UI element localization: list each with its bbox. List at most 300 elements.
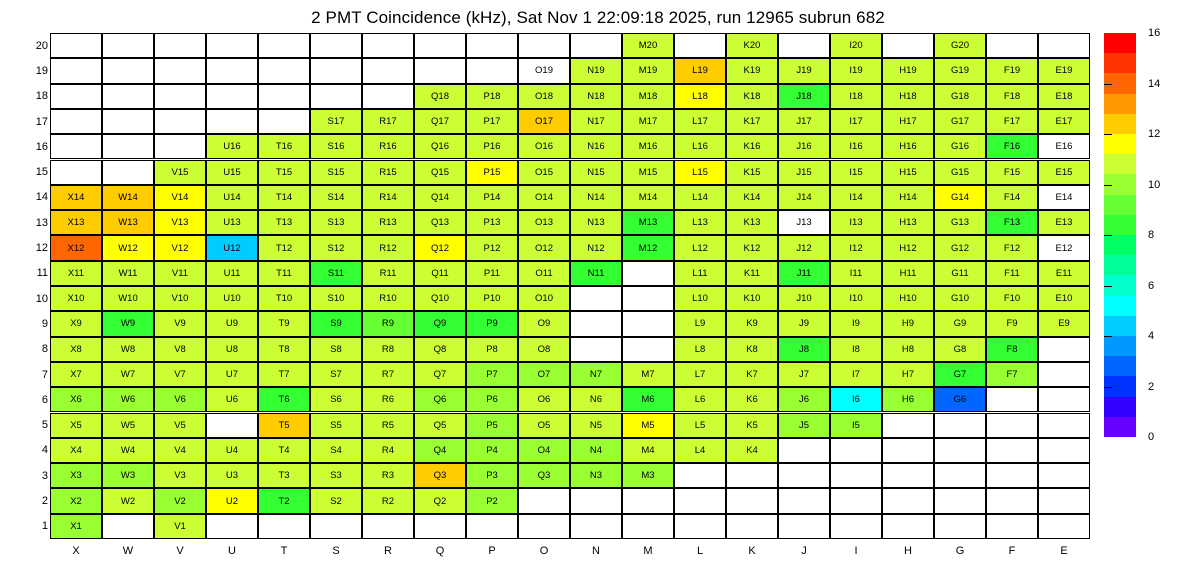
heatmap-cell[interactable]: V12 bbox=[154, 235, 206, 260]
heatmap-cell[interactable]: G16 bbox=[934, 134, 986, 159]
heatmap-cell[interactable]: S2 bbox=[310, 488, 362, 513]
heatmap-cell[interactable]: T10 bbox=[258, 286, 310, 311]
heatmap-cell[interactable]: K5 bbox=[726, 413, 778, 438]
heatmap-cell[interactable]: U7 bbox=[206, 362, 258, 387]
heatmap-cell[interactable]: H16 bbox=[882, 134, 934, 159]
heatmap-cell[interactable]: P5 bbox=[466, 413, 518, 438]
heatmap-cell[interactable]: U12 bbox=[206, 235, 258, 260]
heatmap-cell[interactable]: O10 bbox=[518, 286, 570, 311]
heatmap-cell[interactable]: L5 bbox=[674, 413, 726, 438]
heatmap-cell[interactable]: Q10 bbox=[414, 286, 466, 311]
heatmap-cell[interactable]: S5 bbox=[310, 413, 362, 438]
heatmap-cell[interactable]: S7 bbox=[310, 362, 362, 387]
heatmap-cell[interactable]: F10 bbox=[986, 286, 1038, 311]
heatmap-cell[interactable]: I5 bbox=[830, 413, 882, 438]
heatmap-cell[interactable]: V4 bbox=[154, 438, 206, 463]
heatmap-cell[interactable]: O9 bbox=[518, 311, 570, 336]
heatmap-cell[interactable]: N5 bbox=[570, 413, 622, 438]
heatmap-cell[interactable]: F16 bbox=[986, 134, 1038, 159]
heatmap-cell[interactable]: X5 bbox=[50, 413, 102, 438]
heatmap-cell[interactable]: U11 bbox=[206, 261, 258, 286]
heatmap-cell[interactable]: W2 bbox=[102, 488, 154, 513]
heatmap-cell[interactable]: W6 bbox=[102, 387, 154, 412]
heatmap-cell[interactable]: H6 bbox=[882, 387, 934, 412]
heatmap-cell[interactable]: I9 bbox=[830, 311, 882, 336]
heatmap-cell[interactable]: V11 bbox=[154, 261, 206, 286]
heatmap-cell[interactable]: U16 bbox=[206, 134, 258, 159]
heatmap-cell[interactable]: G10 bbox=[934, 286, 986, 311]
heatmap-cell[interactable]: I17 bbox=[830, 109, 882, 134]
heatmap-cell[interactable]: M3 bbox=[622, 463, 674, 488]
heatmap-cell[interactable]: S9 bbox=[310, 311, 362, 336]
heatmap-cell[interactable]: L9 bbox=[674, 311, 726, 336]
heatmap-cell[interactable]: L16 bbox=[674, 134, 726, 159]
heatmap-cell[interactable]: L6 bbox=[674, 387, 726, 412]
heatmap-cell[interactable]: V6 bbox=[154, 387, 206, 412]
heatmap-cell[interactable]: Q14 bbox=[414, 185, 466, 210]
heatmap-cell[interactable]: H12 bbox=[882, 235, 934, 260]
heatmap-cell[interactable]: M16 bbox=[622, 134, 674, 159]
heatmap-cell[interactable]: S14 bbox=[310, 185, 362, 210]
heatmap-cell[interactable]: Q3 bbox=[518, 463, 570, 488]
heatmap-cell[interactable]: J12 bbox=[778, 235, 830, 260]
heatmap-cell[interactable]: M19 bbox=[622, 58, 674, 83]
heatmap-cell[interactable]: E17 bbox=[1038, 109, 1090, 134]
heatmap-cell[interactable]: J18 bbox=[778, 84, 830, 109]
heatmap-cell[interactable]: N14 bbox=[570, 185, 622, 210]
heatmap-cell[interactable]: H17 bbox=[882, 109, 934, 134]
heatmap-cell[interactable]: N11 bbox=[570, 261, 622, 286]
heatmap-cell[interactable]: L14 bbox=[674, 185, 726, 210]
heatmap-cell[interactable]: J15 bbox=[778, 160, 830, 185]
heatmap-cell[interactable]: T6 bbox=[258, 387, 310, 412]
heatmap-cell[interactable]: M5 bbox=[622, 413, 674, 438]
heatmap-cell[interactable]: T5 bbox=[258, 413, 310, 438]
heatmap-cell[interactable]: E14 bbox=[1038, 185, 1090, 210]
heatmap-cell[interactable]: F8 bbox=[986, 337, 1038, 362]
heatmap-cell[interactable]: H7 bbox=[882, 362, 934, 387]
heatmap-cell[interactable]: I12 bbox=[830, 235, 882, 260]
heatmap-cell[interactable]: P14 bbox=[466, 185, 518, 210]
heatmap-cell[interactable]: V3 bbox=[154, 463, 206, 488]
heatmap-cell[interactable]: W11 bbox=[102, 261, 154, 286]
heatmap-cell[interactable]: H15 bbox=[882, 160, 934, 185]
heatmap-cell[interactable]: T14 bbox=[258, 185, 310, 210]
heatmap-cell[interactable]: N18 bbox=[570, 84, 622, 109]
heatmap-cell[interactable]: R10 bbox=[362, 286, 414, 311]
heatmap-cell[interactable]: G17 bbox=[934, 109, 986, 134]
heatmap-cell[interactable]: L12 bbox=[674, 235, 726, 260]
heatmap-cell[interactable]: N4 bbox=[570, 438, 622, 463]
heatmap-cell[interactable]: R15 bbox=[362, 160, 414, 185]
heatmap-cell[interactable]: P7 bbox=[466, 362, 518, 387]
heatmap-cell[interactable]: W12 bbox=[102, 235, 154, 260]
heatmap-cell[interactable]: F17 bbox=[986, 109, 1038, 134]
heatmap-cell[interactable]: I8 bbox=[830, 337, 882, 362]
heatmap-cell[interactable]: P18 bbox=[466, 84, 518, 109]
heatmap-cell[interactable]: J17 bbox=[778, 109, 830, 134]
heatmap-cell[interactable]: P6 bbox=[466, 387, 518, 412]
heatmap-cell[interactable]: K7 bbox=[726, 362, 778, 387]
heatmap-cell[interactable]: F18 bbox=[986, 84, 1038, 109]
heatmap-cell[interactable]: L8 bbox=[674, 337, 726, 362]
heatmap-cell[interactable]: O7 bbox=[518, 362, 570, 387]
heatmap-cell[interactable]: H9 bbox=[882, 311, 934, 336]
heatmap-cell[interactable]: T13 bbox=[258, 210, 310, 235]
heatmap-cell[interactable]: Q11 bbox=[414, 261, 466, 286]
heatmap-cell[interactable]: E11 bbox=[1038, 261, 1090, 286]
heatmap-cell[interactable]: R16 bbox=[362, 134, 414, 159]
heatmap-cell[interactable]: V15 bbox=[154, 160, 206, 185]
heatmap-cell[interactable]: X4 bbox=[50, 438, 102, 463]
heatmap-cell[interactable]: Q6 bbox=[414, 387, 466, 412]
heatmap-cell[interactable]: K4 bbox=[726, 438, 778, 463]
heatmap-cell[interactable]: G7 bbox=[934, 362, 986, 387]
heatmap-cell[interactable]: K13 bbox=[726, 210, 778, 235]
heatmap-cell[interactable]: M14 bbox=[622, 185, 674, 210]
heatmap-cell[interactable]: N6 bbox=[570, 387, 622, 412]
heatmap-cell[interactable]: M4 bbox=[622, 438, 674, 463]
heatmap-cell[interactable]: V1 bbox=[154, 514, 206, 539]
heatmap-cell[interactable]: J9 bbox=[778, 311, 830, 336]
heatmap-cell[interactable]: I14 bbox=[830, 185, 882, 210]
heatmap-cell[interactable]: K20 bbox=[726, 33, 778, 58]
heatmap-cell[interactable]: T12 bbox=[258, 235, 310, 260]
heatmap-cell[interactable]: Q5 bbox=[414, 413, 466, 438]
heatmap-cell[interactable]: O17 bbox=[518, 109, 570, 134]
heatmap-cell[interactable]: S13 bbox=[310, 210, 362, 235]
heatmap-cell[interactable]: P17 bbox=[466, 109, 518, 134]
heatmap-cell[interactable]: E10 bbox=[1038, 286, 1090, 311]
heatmap-cell[interactable]: F9 bbox=[986, 311, 1038, 336]
heatmap-cell[interactable]: K18 bbox=[726, 84, 778, 109]
heatmap-cell[interactable]: J16 bbox=[778, 134, 830, 159]
heatmap-cell[interactable]: F7 bbox=[986, 362, 1038, 387]
heatmap-cell[interactable]: P11 bbox=[466, 261, 518, 286]
heatmap-cell[interactable]: V10 bbox=[154, 286, 206, 311]
heatmap-cell[interactable]: P16 bbox=[466, 134, 518, 159]
heatmap-cell[interactable]: W14 bbox=[102, 185, 154, 210]
heatmap-cell[interactable]: L18 bbox=[674, 84, 726, 109]
heatmap-cell[interactable]: K10 bbox=[726, 286, 778, 311]
heatmap-cell[interactable]: Q16 bbox=[414, 134, 466, 159]
heatmap-cell[interactable]: P3 bbox=[466, 463, 518, 488]
heatmap-cell[interactable]: L19 bbox=[674, 58, 726, 83]
heatmap-cell[interactable]: U9 bbox=[206, 311, 258, 336]
heatmap-cell[interactable]: X11 bbox=[50, 261, 102, 286]
heatmap-cell[interactable]: I13 bbox=[830, 210, 882, 235]
heatmap-cell[interactable]: J11 bbox=[778, 261, 830, 286]
heatmap-cell[interactable]: V5 bbox=[154, 413, 206, 438]
heatmap-cell[interactable]: T9 bbox=[258, 311, 310, 336]
heatmap-cell[interactable]: G19 bbox=[934, 58, 986, 83]
heatmap-cell[interactable]: O11 bbox=[518, 261, 570, 286]
heatmap-cell[interactable]: Q12 bbox=[414, 235, 466, 260]
heatmap-cell[interactable]: J19 bbox=[778, 58, 830, 83]
heatmap-cell[interactable]: U8 bbox=[206, 337, 258, 362]
heatmap-cell[interactable]: E18 bbox=[1038, 84, 1090, 109]
heatmap-cell[interactable]: X2 bbox=[50, 488, 102, 513]
heatmap-cell[interactable]: G11 bbox=[934, 261, 986, 286]
heatmap-cell[interactable]: O15 bbox=[518, 160, 570, 185]
heatmap-cell[interactable]: V8 bbox=[154, 337, 206, 362]
heatmap-cell[interactable]: U13 bbox=[206, 210, 258, 235]
heatmap-cell[interactable]: T15 bbox=[258, 160, 310, 185]
heatmap-cell[interactable]: V14 bbox=[154, 185, 206, 210]
heatmap-cell[interactable]: K17 bbox=[726, 109, 778, 134]
heatmap-cell[interactable]: N13 bbox=[570, 210, 622, 235]
heatmap-cell[interactable]: W4 bbox=[102, 438, 154, 463]
heatmap-cell[interactable]: Q17 bbox=[414, 109, 466, 134]
heatmap-cell[interactable]: G9 bbox=[934, 311, 986, 336]
heatmap-cell[interactable]: U14 bbox=[206, 185, 258, 210]
heatmap-cell[interactable]: E12 bbox=[1038, 235, 1090, 260]
colorbar-segment bbox=[1104, 296, 1136, 316]
heatmap-cell[interactable]: K19 bbox=[726, 58, 778, 83]
heatmap-cell[interactable]: X6 bbox=[50, 387, 102, 412]
heatmap-cell[interactable]: U4 bbox=[206, 438, 258, 463]
heatmap-cell[interactable]: O14 bbox=[518, 185, 570, 210]
heatmap-cell[interactable]: V13 bbox=[154, 210, 206, 235]
heatmap-cell[interactable]: S11 bbox=[310, 261, 362, 286]
heatmap-cell[interactable]: S8 bbox=[310, 337, 362, 362]
heatmap-cell[interactable]: T3 bbox=[258, 463, 310, 488]
heatmap-cell[interactable]: R13 bbox=[362, 210, 414, 235]
heatmap-cell[interactable]: O12 bbox=[518, 235, 570, 260]
heatmap-cell[interactable]: R6 bbox=[362, 387, 414, 412]
heatmap-cell[interactable]: P2 bbox=[466, 488, 518, 513]
heatmap-cell[interactable]: M15 bbox=[622, 160, 674, 185]
heatmap-cell[interactable]: W9 bbox=[102, 311, 154, 336]
heatmap-cell[interactable]: F14 bbox=[986, 185, 1038, 210]
heatmap-cell[interactable]: R5 bbox=[362, 413, 414, 438]
heatmap-cell[interactable]: P4 bbox=[466, 438, 518, 463]
heatmap-cell[interactable]: O13 bbox=[518, 210, 570, 235]
heatmap-cell[interactable]: J7 bbox=[778, 362, 830, 387]
heatmap-cell[interactable]: V2 bbox=[154, 488, 206, 513]
heatmap-cell[interactable]: I10 bbox=[830, 286, 882, 311]
heatmap-cell[interactable]: K6 bbox=[726, 387, 778, 412]
heatmap-cell[interactable]: Q9 bbox=[414, 311, 466, 336]
heatmap-cell[interactable]: E15 bbox=[1038, 160, 1090, 185]
heatmap-cell[interactable]: M7 bbox=[622, 362, 674, 387]
heatmap-cell[interactable]: P9 bbox=[466, 311, 518, 336]
heatmap-cell[interactable]: F12 bbox=[986, 235, 1038, 260]
heatmap-cell[interactable]: G14 bbox=[934, 185, 986, 210]
heatmap-cell[interactable]: P12 bbox=[466, 235, 518, 260]
heatmap-cell[interactable]: J8 bbox=[778, 337, 830, 362]
heatmap-cell[interactable]: T11 bbox=[258, 261, 310, 286]
heatmap-cell[interactable]: T8 bbox=[258, 337, 310, 362]
heatmap-cell[interactable]: P15 bbox=[466, 160, 518, 185]
heatmap-cell[interactable]: M18 bbox=[622, 84, 674, 109]
heatmap-cell[interactable]: P10 bbox=[466, 286, 518, 311]
heatmap-cell[interactable]: S3 bbox=[310, 463, 362, 488]
heatmap-cell[interactable]: E16 bbox=[1038, 134, 1090, 159]
heatmap-cell[interactable]: X13 bbox=[50, 210, 102, 235]
heatmap-cell[interactable]: L17 bbox=[674, 109, 726, 134]
heatmap-cell[interactable]: U2 bbox=[206, 488, 258, 513]
heatmap-cell[interactable]: K9 bbox=[726, 311, 778, 336]
heatmap-cell[interactable]: E9 bbox=[1038, 311, 1090, 336]
heatmap-cell[interactable]: O18 bbox=[518, 84, 570, 109]
heatmap-cell[interactable]: X1 bbox=[50, 514, 102, 539]
heatmap-cell[interactable]: R11 bbox=[362, 261, 414, 286]
heatmap-cell[interactable]: W7 bbox=[102, 362, 154, 387]
heatmap-cell[interactable]: G6 bbox=[934, 387, 986, 412]
heatmap-cell[interactable]: J13 bbox=[778, 210, 830, 235]
heatmap-cell[interactable]: I6 bbox=[830, 387, 882, 412]
heatmap-cell[interactable]: R12 bbox=[362, 235, 414, 260]
heatmap-cell[interactable]: S4 bbox=[310, 438, 362, 463]
heatmap-cell[interactable]: Q15 bbox=[414, 160, 466, 185]
heatmap-cell[interactable]: K16 bbox=[726, 134, 778, 159]
heatmap-cell[interactable]: N7 bbox=[570, 362, 622, 387]
heatmap-cell[interactable]: F19 bbox=[986, 58, 1038, 83]
heatmap-cell[interactable]: X3 bbox=[50, 463, 102, 488]
heatmap-cell[interactable]: Q4 bbox=[414, 438, 466, 463]
heatmap-cell[interactable]: M20 bbox=[622, 33, 674, 58]
heatmap-cell[interactable]: R4 bbox=[362, 438, 414, 463]
heatmap-cell[interactable]: S10 bbox=[310, 286, 362, 311]
heatmap-cell[interactable]: L7 bbox=[674, 362, 726, 387]
heatmap-cell[interactable]: O5 bbox=[518, 413, 570, 438]
heatmap-cell[interactable]: P13 bbox=[466, 210, 518, 235]
heatmap-cell[interactable]: S16 bbox=[310, 134, 362, 159]
heatmap-cell[interactable]: N12 bbox=[570, 235, 622, 260]
heatmap-cell[interactable]: K11 bbox=[726, 261, 778, 286]
heatmap-cell[interactable]: W5 bbox=[102, 413, 154, 438]
heatmap-cell[interactable]: I15 bbox=[830, 160, 882, 185]
heatmap-cell[interactable]: K14 bbox=[726, 185, 778, 210]
heatmap-cell[interactable]: L13 bbox=[674, 210, 726, 235]
heatmap-cell[interactable]: G20 bbox=[934, 33, 986, 58]
heatmap-cell[interactable]: O8 bbox=[518, 337, 570, 362]
heatmap-cell[interactable]: H19 bbox=[882, 58, 934, 83]
heatmap-cell[interactable]: T16 bbox=[258, 134, 310, 159]
heatmap-cell[interactable]: E19 bbox=[1038, 58, 1090, 83]
heatmap-cell[interactable]: O4 bbox=[518, 438, 570, 463]
heatmap-cell[interactable]: M17 bbox=[622, 109, 674, 134]
heatmap-cell[interactable]: M12 bbox=[622, 235, 674, 260]
heatmap-cell[interactable]: J10 bbox=[778, 286, 830, 311]
heatmap-cell[interactable]: J5 bbox=[778, 413, 830, 438]
heatmap-cell[interactable]: G13 bbox=[934, 210, 986, 235]
heatmap-cell[interactable]: Q2 bbox=[414, 488, 466, 513]
heatmap-cell[interactable]: Q3 bbox=[414, 463, 466, 488]
heatmap-cell[interactable]: Q13 bbox=[414, 210, 466, 235]
heatmap-cell[interactable]: I16 bbox=[830, 134, 882, 159]
heatmap-cell[interactable]: U15 bbox=[206, 160, 258, 185]
heatmap-cell[interactable]: S17 bbox=[310, 109, 362, 134]
heatmap-cell[interactable]: X10 bbox=[50, 286, 102, 311]
heatmap-cell[interactable]: I19 bbox=[830, 58, 882, 83]
heatmap-cell[interactable]: S15 bbox=[310, 160, 362, 185]
heatmap-cell[interactable]: O19 bbox=[518, 58, 570, 83]
heatmap-cell[interactable]: N3 bbox=[570, 463, 622, 488]
heatmap-cell[interactable]: S12 bbox=[310, 235, 362, 260]
heatmap-cell[interactable]: F13 bbox=[986, 210, 1038, 235]
heatmap-cell[interactable]: X12 bbox=[50, 235, 102, 260]
heatmap-cell[interactable]: H18 bbox=[882, 84, 934, 109]
heatmap-cell[interactable]: H11 bbox=[882, 261, 934, 286]
heatmap-cell[interactable]: J6 bbox=[778, 387, 830, 412]
heatmap-cell[interactable]: N19 bbox=[570, 58, 622, 83]
heatmap-cell[interactable]: V9 bbox=[154, 311, 206, 336]
heatmap-cell[interactable]: L4 bbox=[674, 438, 726, 463]
heatmap-cell[interactable]: T2 bbox=[258, 488, 310, 513]
heatmap-cell[interactable]: R17 bbox=[362, 109, 414, 134]
heatmap-cell[interactable]: V7 bbox=[154, 362, 206, 387]
heatmap-cell[interactable]: F11 bbox=[986, 261, 1038, 286]
heatmap-cell[interactable]: O6 bbox=[518, 387, 570, 412]
heatmap-cell[interactable]: H10 bbox=[882, 286, 934, 311]
heatmap-cell[interactable]: K15 bbox=[726, 160, 778, 185]
heatmap-cell[interactable]: H14 bbox=[882, 185, 934, 210]
heatmap-cell[interactable]: L15 bbox=[674, 160, 726, 185]
heatmap-cell[interactable]: T7 bbox=[258, 362, 310, 387]
heatmap-cell[interactable]: N15 bbox=[570, 160, 622, 185]
heatmap-cell[interactable]: R2 bbox=[362, 488, 414, 513]
heatmap-cell[interactable]: G12 bbox=[934, 235, 986, 260]
heatmap-cell[interactable]: W10 bbox=[102, 286, 154, 311]
heatmap-cell[interactable]: G15 bbox=[934, 160, 986, 185]
heatmap-cell[interactable]: U6 bbox=[206, 387, 258, 412]
heatmap-cell[interactable]: X9 bbox=[50, 311, 102, 336]
heatmap-cell[interactable]: X14 bbox=[50, 185, 102, 210]
heatmap-cell[interactable]: R3 bbox=[362, 463, 414, 488]
heatmap-cell[interactable]: X7 bbox=[50, 362, 102, 387]
heatmap-cell[interactable]: W13 bbox=[102, 210, 154, 235]
heatmap-cell[interactable]: I18 bbox=[830, 84, 882, 109]
heatmap-cell[interactable]: R8 bbox=[362, 337, 414, 362]
heatmap-cell[interactable]: N16 bbox=[570, 134, 622, 159]
heatmap-cell[interactable]: W3 bbox=[102, 463, 154, 488]
heatmap-cell[interactable]: U10 bbox=[206, 286, 258, 311]
heatmap-cell[interactable]: L10 bbox=[674, 286, 726, 311]
heatmap-cell[interactable]: E13 bbox=[1038, 210, 1090, 235]
heatmap-cell[interactable]: H8 bbox=[882, 337, 934, 362]
heatmap-cell[interactable]: N17 bbox=[570, 109, 622, 134]
heatmap-cell[interactable]: S6 bbox=[310, 387, 362, 412]
heatmap-cell[interactable]: M6 bbox=[622, 387, 674, 412]
heatmap-cell[interactable]: Q7 bbox=[414, 362, 466, 387]
heatmap-cell[interactable]: W8 bbox=[102, 337, 154, 362]
heatmap-cell[interactable]: R14 bbox=[362, 185, 414, 210]
heatmap-cell[interactable]: K8 bbox=[726, 337, 778, 362]
heatmap-cell[interactable]: I20 bbox=[830, 33, 882, 58]
heatmap-cell[interactable]: G18 bbox=[934, 84, 986, 109]
heatmap-cell[interactable]: K12 bbox=[726, 235, 778, 260]
heatmap-cell[interactable]: I7 bbox=[830, 362, 882, 387]
heatmap-cell[interactable]: L11 bbox=[674, 261, 726, 286]
heatmap-cell[interactable]: Q8 bbox=[414, 337, 466, 362]
heatmap-cell[interactable]: Q18 bbox=[414, 84, 466, 109]
heatmap-cell[interactable]: U3 bbox=[206, 463, 258, 488]
heatmap-cell[interactable]: P8 bbox=[466, 337, 518, 362]
heatmap-cell[interactable]: T4 bbox=[258, 438, 310, 463]
heatmap-cell[interactable]: F15 bbox=[986, 160, 1038, 185]
heatmap-cell[interactable]: G8 bbox=[934, 337, 986, 362]
heatmap-cell[interactable]: O16 bbox=[518, 134, 570, 159]
heatmap-cell[interactable]: H13 bbox=[882, 210, 934, 235]
heatmap-cell[interactable]: M13 bbox=[622, 210, 674, 235]
heatmap-cell[interactable]: J14 bbox=[778, 185, 830, 210]
heatmap-cell[interactable]: I11 bbox=[830, 261, 882, 286]
heatmap-cell[interactable]: R7 bbox=[362, 362, 414, 387]
heatmap-cell[interactable]: X8 bbox=[50, 337, 102, 362]
heatmap-cell[interactable]: R9 bbox=[362, 311, 414, 336]
